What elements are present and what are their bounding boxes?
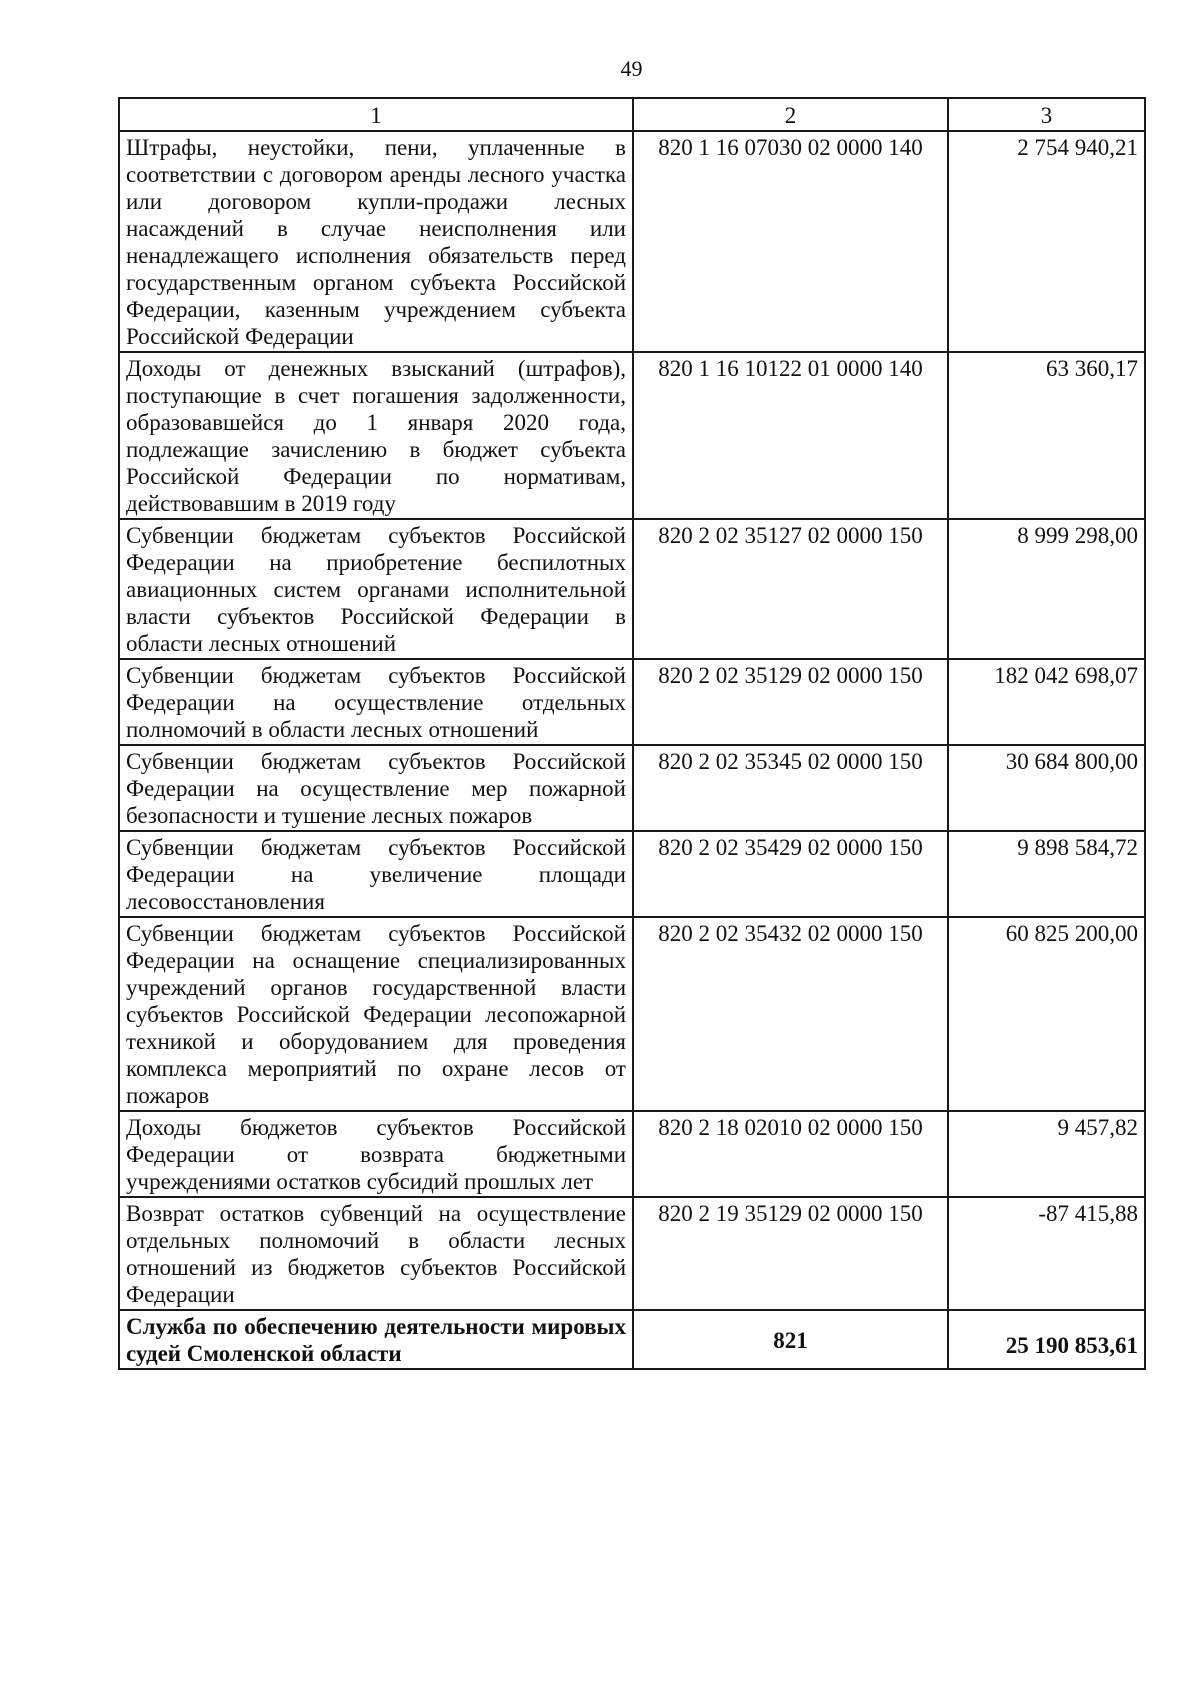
row-description: Возврат остатков субвенций на осуществление отдельных полномочий в области лесных отношений из бюджетов субъектов Российской Федерации xyxy=(119,1197,633,1310)
table-row xyxy=(119,831,1145,917)
row-code: 820 2 02 35429 02 0000 150 xyxy=(633,831,948,917)
row-code: 820 2 02 35127 02 0000 150 xyxy=(633,519,948,659)
total-code: 821 xyxy=(633,1310,948,1369)
table-row xyxy=(119,745,1145,831)
row-amount: 60 825 200,00 xyxy=(948,917,1145,1111)
row-description: Субвенции бюджетам субъектов Российской Федерации на оснащение специализированных учреждений органов государственной власти субъектов Российской Федерации лесопожарной техникой и оборудованием для проведения комплекса мероприятий по охране лесов от пожаров xyxy=(119,917,633,1111)
row-amount: 8 999 298,00 xyxy=(948,519,1145,659)
row-description: Субвенции бюджетам субъектов Российской Федерации на осуществление мер пожарной безопасности и тушение лесных пожаров xyxy=(119,745,633,831)
column-header-2: 2 xyxy=(633,98,948,131)
table-row xyxy=(119,917,1145,1111)
budget-revenue-table xyxy=(118,97,1146,1370)
row-description: Субвенции бюджетам субъектов Российской Федерации на приобретение беспилотных авиационных систем органами исполнительной власти субъектов Российской Федерации в области лесных отношений xyxy=(119,519,633,659)
table-row xyxy=(119,131,1145,352)
row-code: 820 1 16 07030 02 0000 140 xyxy=(633,131,948,352)
row-amount: 2 754 940,21 xyxy=(948,131,1145,352)
row-code: 820 2 19 35129 02 0000 150 xyxy=(633,1197,948,1310)
table-row xyxy=(119,1111,1145,1197)
row-description: Субвенции бюджетам субъектов Российской Федерации на осуществление отдельных полномочий в области лесных отношений xyxy=(119,659,633,745)
row-description: Штрафы, неустойки, пени, уплаченные в соответствии с договором аренды лесного участка или договором купли-продажи лесных насаждений в случае неисполнения или ненадлежащего исполнения обязательств перед государственным органом субъекта Российской Федерации, казенным учреждением субъекта Российской Федерации xyxy=(119,131,633,352)
row-description: Доходы бюджетов субъектов Российской Федерации от возврата бюджетными учреждениями остатков субсидий прошлых лет xyxy=(119,1111,633,1197)
table-row xyxy=(119,1197,1145,1310)
row-description: Доходы от денежных взысканий (штрафов), поступающие в счет погашения задолженности, образовавшейся до 1 января 2020 года, подлежащие зачислению в бюджет субъекта Российской Федерации по нормативам, действовавшим в 2019 году xyxy=(119,352,633,519)
table-row xyxy=(119,352,1145,519)
row-amount: 182 042 698,07 xyxy=(948,659,1145,745)
table-row xyxy=(119,519,1145,659)
row-code: 820 2 02 35129 02 0000 150 xyxy=(633,659,948,745)
total-description: Служба по обеспечению деятельности мировых судей Смоленской области xyxy=(119,1310,633,1369)
row-code: 820 1 16 10122 01 0000 140 xyxy=(633,352,948,519)
row-amount: 30 684 800,00 xyxy=(948,745,1145,831)
table-total-row xyxy=(119,1310,1145,1369)
total-amount: 25 190 853,61 xyxy=(948,1310,1145,1369)
column-header-1: 1 xyxy=(119,98,633,131)
row-amount: -87 415,88 xyxy=(948,1197,1145,1310)
row-amount: 9 457,82 xyxy=(948,1111,1145,1197)
row-amount: 9 898 584,72 xyxy=(948,831,1145,917)
page-number: 49 xyxy=(620,56,643,81)
row-code: 820 2 18 02010 02 0000 150 xyxy=(633,1111,948,1197)
column-header-3: 3 xyxy=(948,98,1145,131)
table-header-row xyxy=(119,98,1145,131)
row-code: 820 2 02 35345 02 0000 150 xyxy=(633,745,948,831)
row-description: Субвенции бюджетам субъектов Российской Федерации на увеличение площади лесовосстановления xyxy=(119,831,633,917)
table-row xyxy=(119,659,1145,745)
row-code: 820 2 02 35432 02 0000 150 xyxy=(633,917,948,1111)
row-amount: 63 360,17 xyxy=(948,352,1145,519)
